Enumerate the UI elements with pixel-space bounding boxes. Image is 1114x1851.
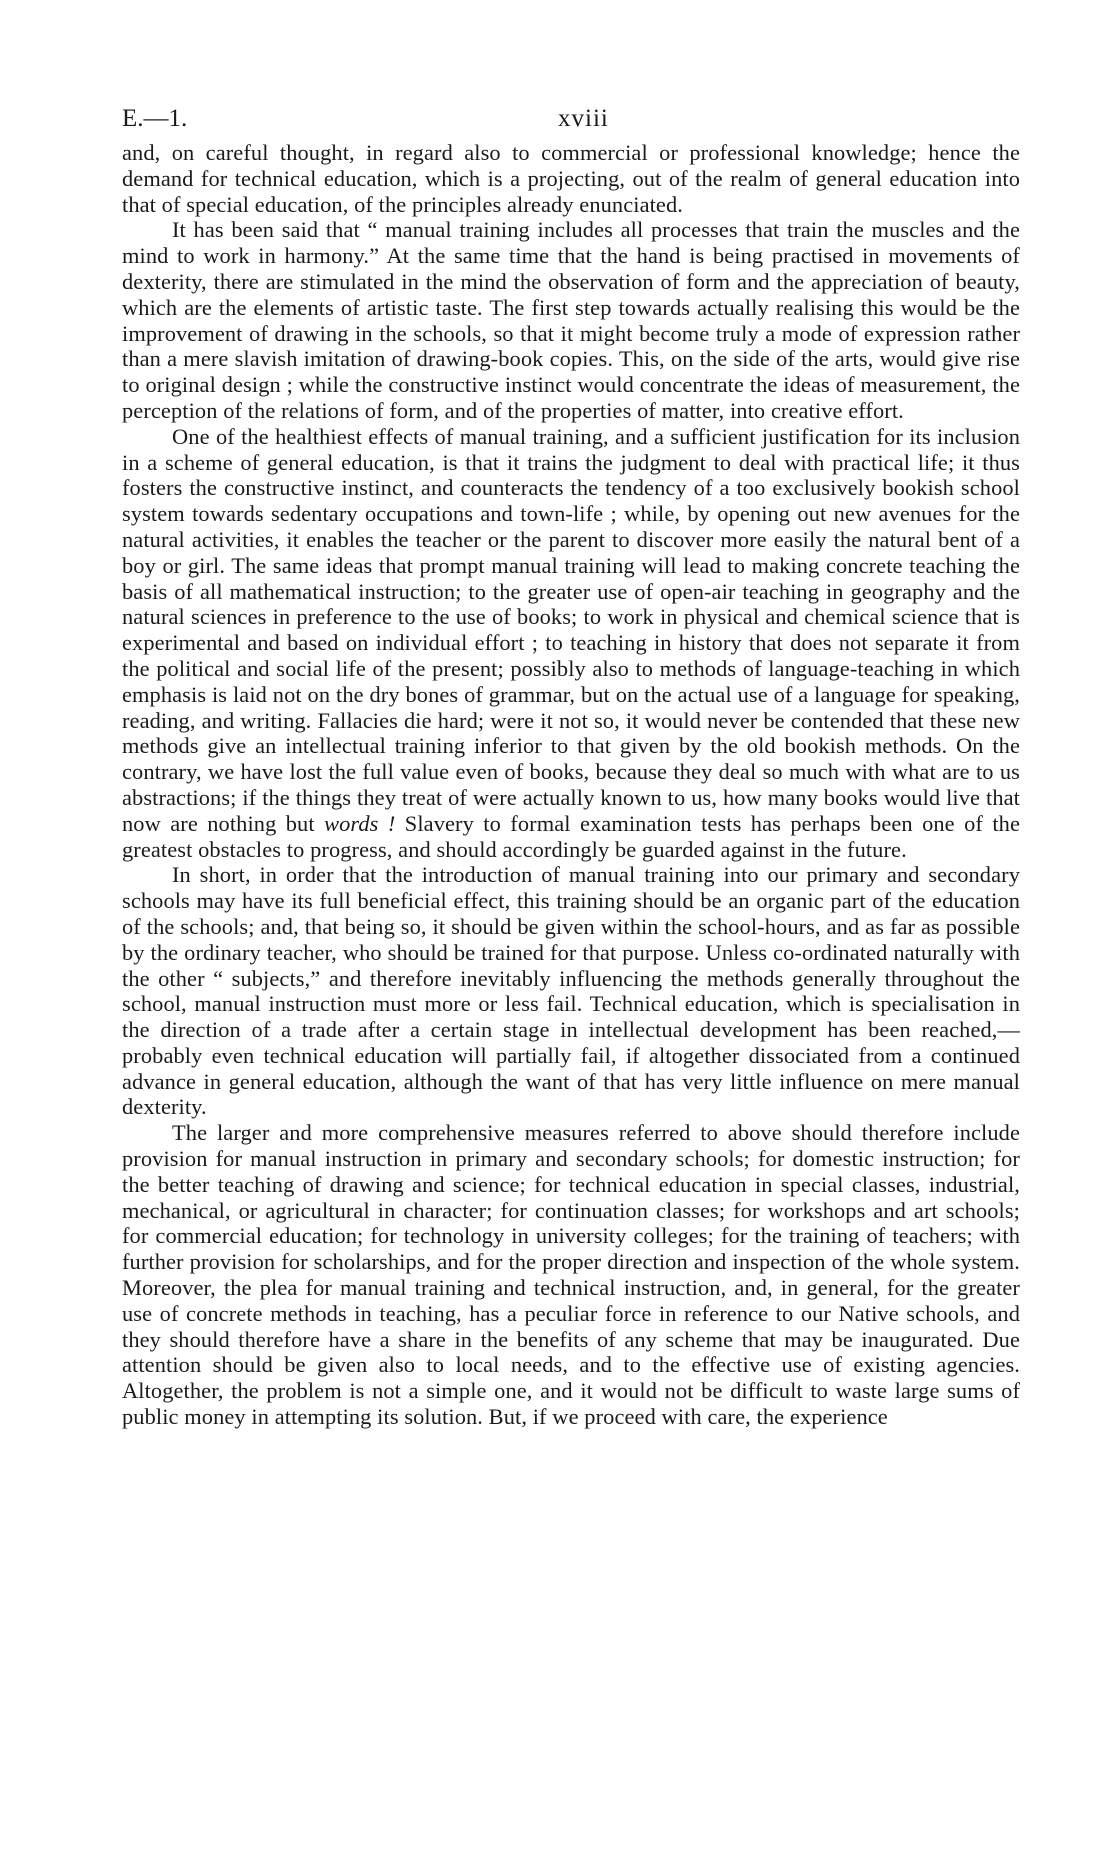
paragraph-in-short: In short, in order that the introduction of manual training into our primary and secondary schools may have its full beneficial effect, this training should be an organic part of the education of the schools; and, that being so, it should be given within the school-hours, and as far as possible by the ordinary teacher, who should be trained for that purpose. Unless co-ordinated naturally with the other “ subjects,” and therefore inevitably influencing the methods generally throughout the school, manual instruction must more or less fail. Technical education, which is specialisation in the direction of a trade after a certain stage in intellectual development has been reached,—probably even technical education will partially fail, if altogether dissociated from a continued advance in general education, although the want of that has very little influence on mere manual dexterity. <box>122 862 1020 1120</box>
paragraph-manual-training-definition: It has been said that “ manual training includes all processes that train the muscles and the mind to work in harmony.” At the same time that the hand is being practised in movements of dexterity, there are stimulated in the mind the observation of form and the appreciation of beauty, which are the elements of artistic taste. The first step towards actually realising this would be the improvement of drawing in the schools, so that it might become truly a mode of expression rather than a mere slavish imitation of drawing-book copies. This, on the side of the arts, would give rise to original design ; while the constructive instinct would concentrate the ideas of measurement, the perception of the relations of form, and of the properties of matter, into creative effort. <box>122 217 1020 423</box>
page-number: xviii <box>558 105 609 132</box>
page-header <box>122 104 1020 134</box>
emphasized-word: words ! <box>324 810 396 836</box>
paragraph-text-before: One of the healthiest effects of manual training, and a sufficient justification for its inclusion in a scheme of general education, is that it trains the judgment to deal with practical life; it thus fosters the constructive instinct, and counteracts the tendency of a too exclusively bookish school system towards sedentary occupations and town-life ; while, by opening out new avenues for the natural activities, it enables the teacher or the parent to discover more easily the natural bent of a boy or girl. The same ideas that prompt manual training will lead to making concrete teaching the basis of all mathematical instruction; to the greater use of open-air teaching in geography and the natural sciences in preference to the use of books; to work in physical and chemical science that is experimental and based on individual effort ; to teaching in history that does not separate it from the political and social life of the present; possibly also to methods of language-teaching in which emphasis is laid not on the dry bones of grammar, but on the actual use of a language for speaking, reading, and writing. Fallacies die hard; were it not so, it would never be contended that these new methods give an intellectual training inferior to that given by the old bookish methods. On the contrary, we have lost the full value even of books, because they deal so much with what are to us abstractions; if the things they treat of were actually known to us, how many books would live that now are nothing but <box>122 423 1020 836</box>
paragraph-text-after: Slavery to formal examination tests has perhaps been one of the greatest obstacles to progress, and should accordingly be guarded against in the future. <box>122 810 1020 862</box>
document-reference: E.—1. <box>122 105 188 132</box>
document-page <box>122 104 1020 1430</box>
paragraph-continuation: and, on careful thought, in regard also to commercial or professional knowledge; hence the demand for technical education, which is a projecting, out of the realm of general education into that of special education, of the principles already enunciated. <box>122 140 1020 217</box>
paragraph-comprehensive-measures: The larger and more comprehensive measures referred to above should therefore include provision for manual instruction in primary and secondary schools; for domestic instruction; for the better teaching of drawing and science; for technical education in special classes, industrial, mechanical, or agricultural in character; for continuation classes; for workshops and art schools; for commercial education; for technology in university colleges; for the training of teachers; with further provision for scholarships, and for the proper direction and inspection of the whole system. Moreover, the plea for manual training and technical instruction, and, in general, for the greater use of concrete methods in teaching, has a peculiar force in reference to our Native schools, and they should therefore have a share in the benefits of any scheme that may be inaugurated. Due attention should be given also to local needs, and to the effective use of existing agencies. Altogether, the problem is not a simple one, and it would not be difficult to waste large sums of public money in attempting its solution. But, if we proceed with care, the experience <box>122 1120 1020 1430</box>
paragraph-healthiest-effects <box>122 424 1020 863</box>
